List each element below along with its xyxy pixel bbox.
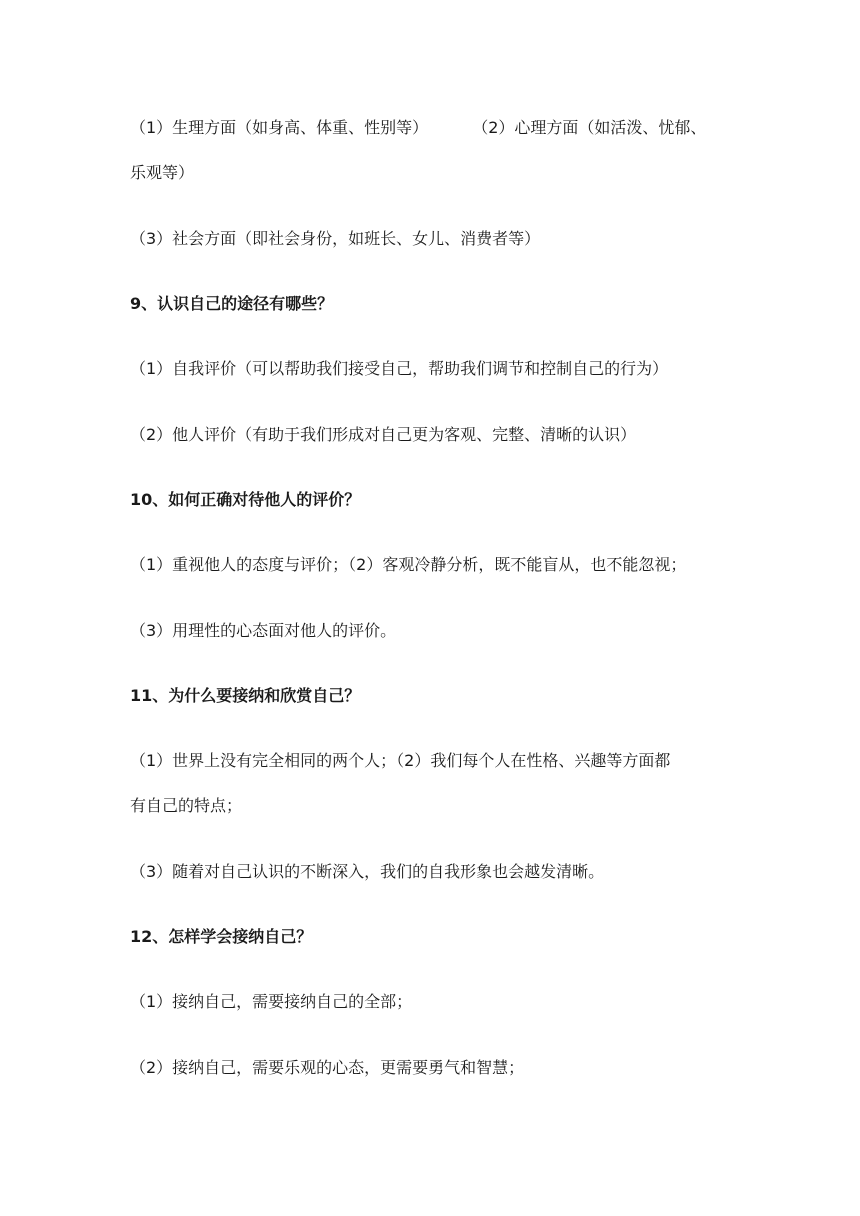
text-line: （3）随着对自己认识的不断深入，我们的自我形象也会越发清晰。 [130,862,605,881]
text-line: （1）重视他人的态度与评价；（2）客观冷静分析，既不能盲从，也不能忽视； [130,555,687,574]
text-line: 有自己的特点； [130,796,243,815]
point-physical: （1）生理方面（如身高、体重、性别等） [130,118,429,137]
text-line: （1）接纳自己，需要接纳自己的全部； [130,992,413,1011]
text-line: （3）用理性的心态面对他人的评价。 [130,621,397,640]
text-line: （2）接纳自己，需要乐观的心态，更需要勇气和智慧； [130,1058,525,1077]
question-heading: 9、认识自己的途径有哪些？ [130,294,334,313]
text-line: 乐观等） [130,163,195,182]
text-line [130,117,750,139]
text-line: （3）社会方面（即社会身份，如班长、女儿、消费者等） [130,229,541,248]
question-heading: 11、为什么要接纳和欣赏自己？ [130,686,361,705]
text-line: （2）他人评价（有助于我们形成对自己更为客观、完整、清晰的认识） [130,425,637,444]
text-line: （1）世界上没有完全相同的两个人；（2）我们每个人在性格、兴趣等方面都 [130,751,671,770]
question-heading: 12、怎样学会接纳自己？ [130,927,313,946]
question-heading: 10、如何正确对待他人的评价？ [130,490,361,509]
point-psychological: （2）心理方面（如活泼、忧郁、 [472,118,707,137]
text-line: （1）自我评价（可以帮助我们接受自己，帮助我们调节和控制自己的行为） [130,359,669,378]
